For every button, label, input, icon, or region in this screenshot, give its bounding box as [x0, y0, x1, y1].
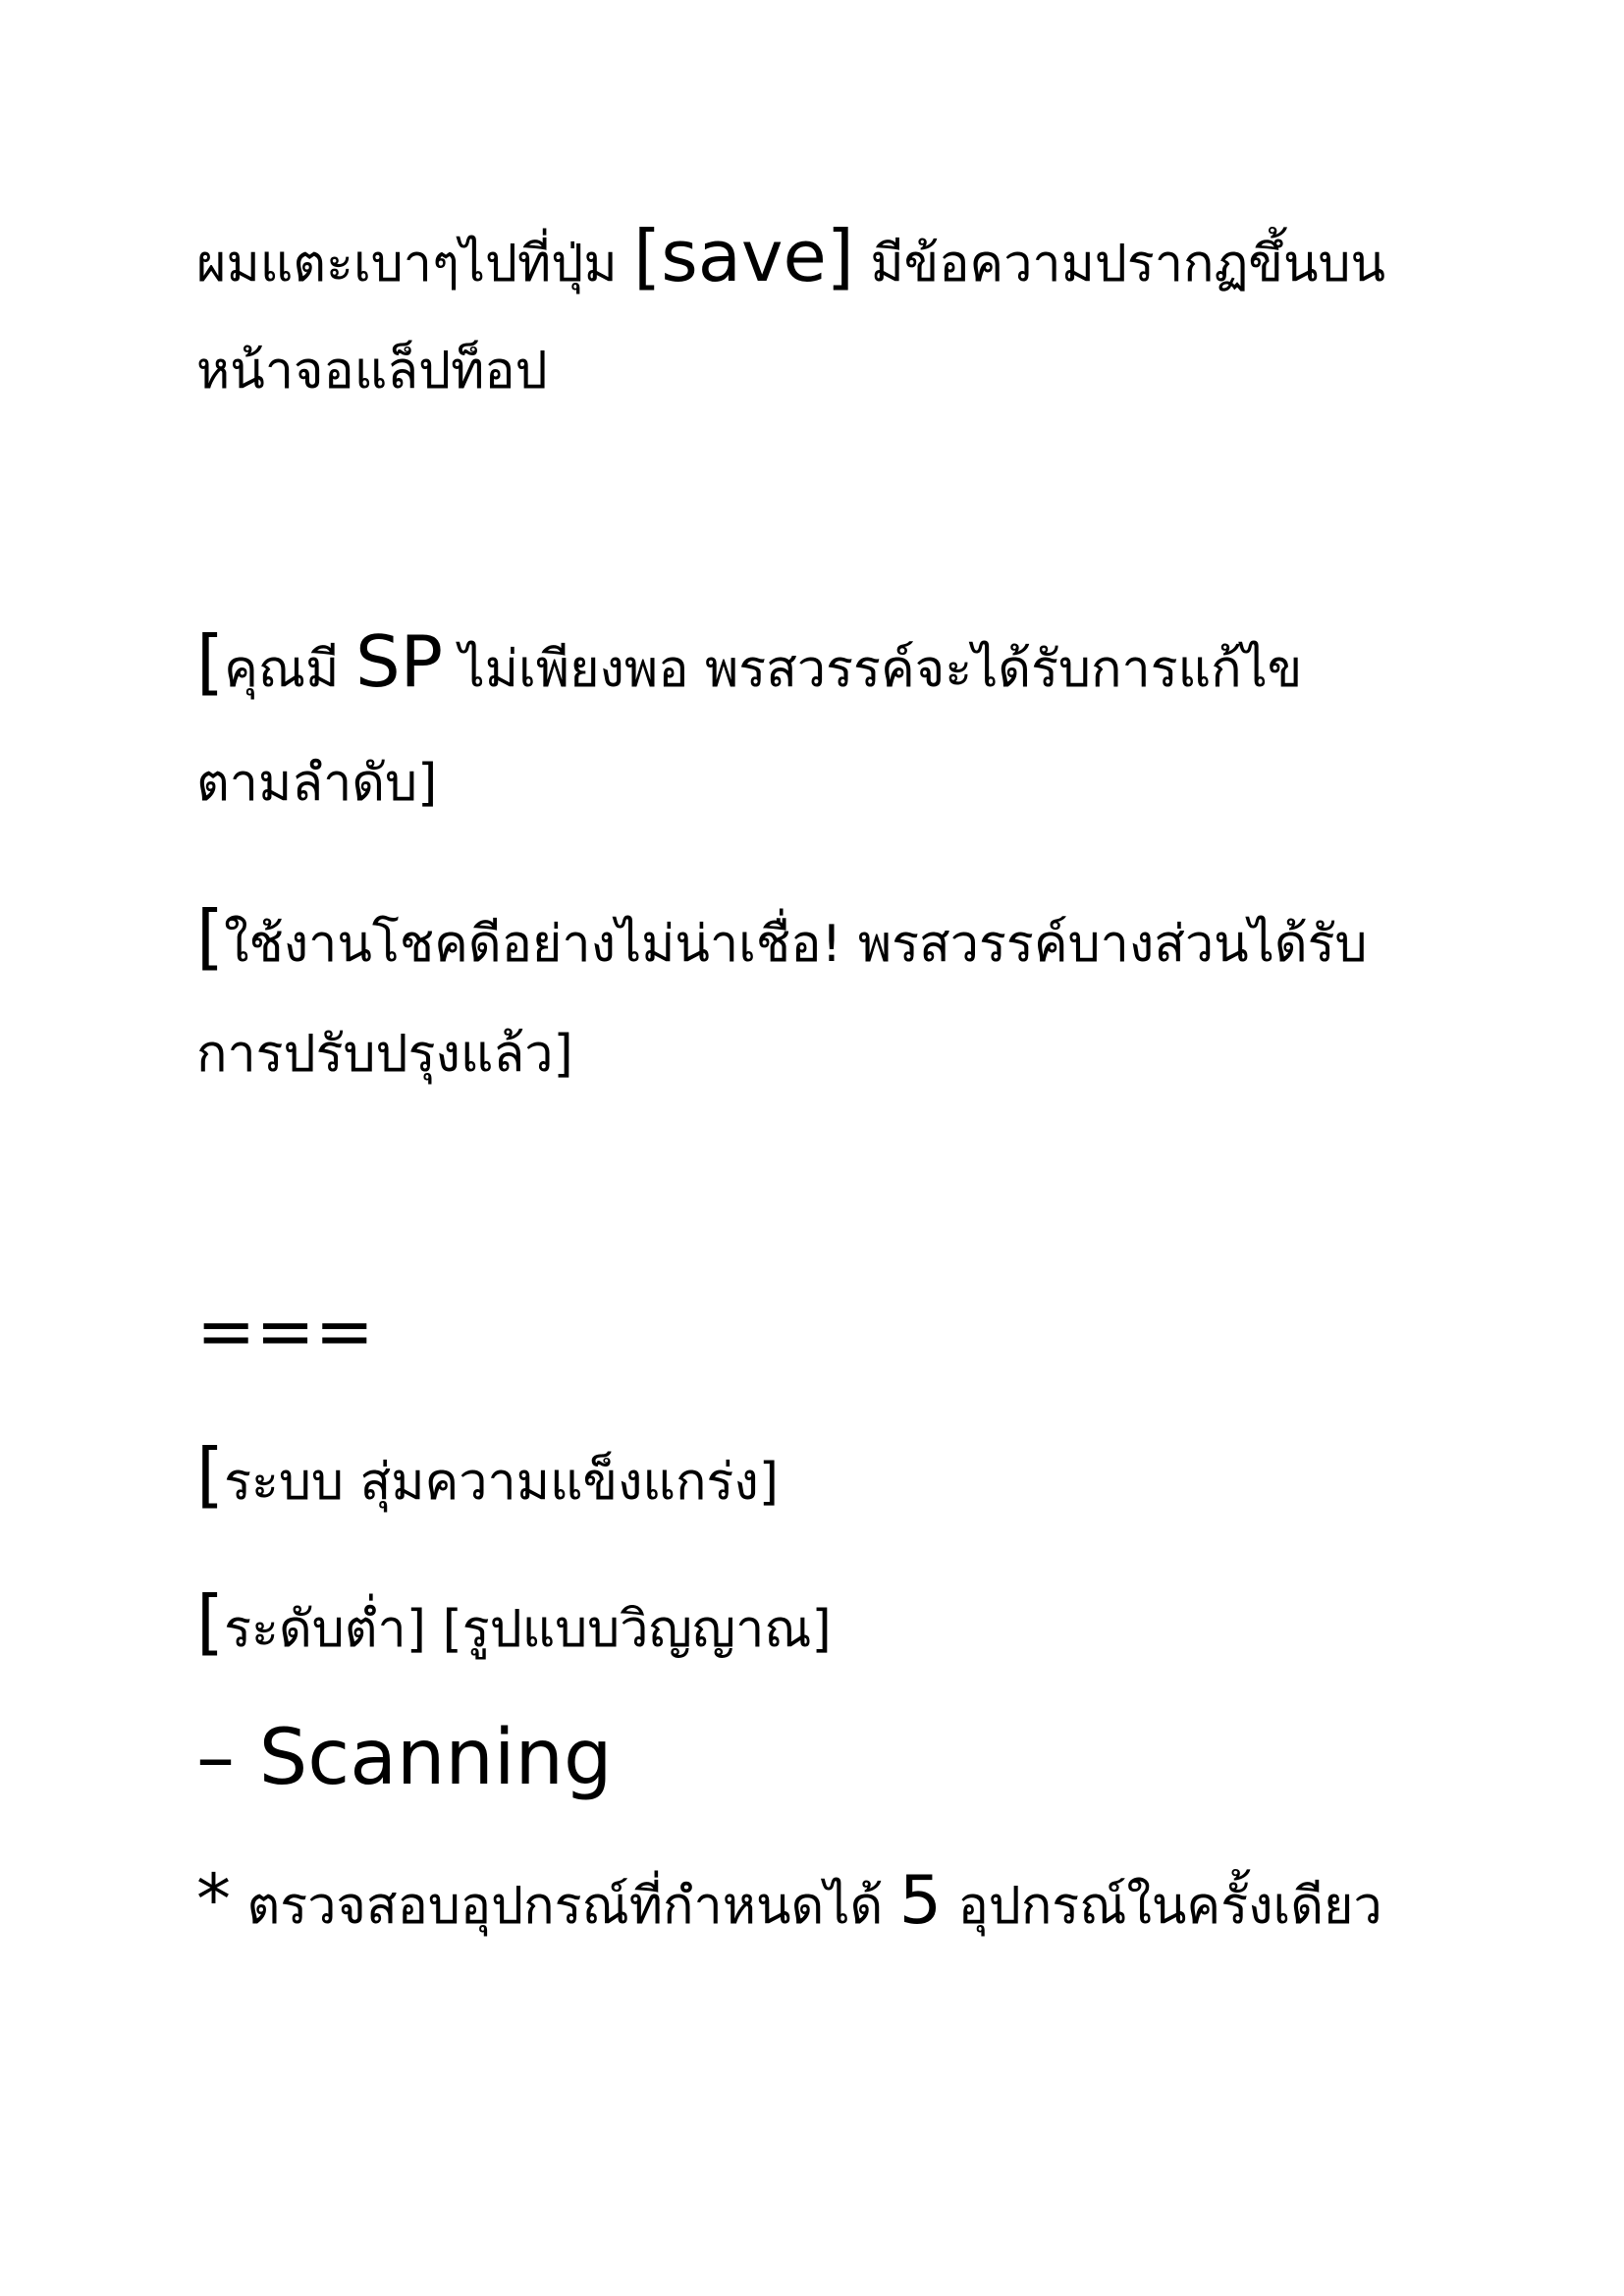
luck-message-line-2: การปรับปรุงแล้ว]: [196, 1025, 573, 1084]
sp-message-line-1: [196, 620, 1303, 703]
paragraph-text: มีข้อความปรากฏขึ้นบน: [853, 235, 1386, 294]
sp-label: SP: [354, 620, 444, 703]
level-text: ระดับต่ำ] [รูปแบบวิญญาณ]: [224, 1600, 832, 1659]
system-line: [196, 1433, 780, 1516]
skill-desc-text: ตรวจสอบอุปกรณ์ที่กำหนดได้: [231, 1877, 899, 1936]
asterisk-bullet: *: [196, 1859, 231, 1940]
paragraph-line-1: [196, 215, 1386, 297]
paragraph-line-2: หน้าจอแล็ปท็อป: [196, 342, 548, 400]
section-divider: ===: [196, 1290, 374, 1372]
save-button-reference: [save]: [633, 215, 854, 297]
level-line: [196, 1580, 832, 1663]
device-count: 5: [898, 1862, 943, 1940]
open-bracket: [: [196, 620, 225, 703]
open-bracket: [: [196, 1580, 225, 1663]
sp-message-line-2: ตามลำดับ]: [196, 754, 438, 813]
message-text: ใช้งานโชคดีอย่างไม่น่าเชื่อ! พรสวรรค์บางส่วนได้รับ: [224, 915, 1368, 974]
message-text: คุณมี: [224, 640, 355, 699]
open-bracket: [: [196, 895, 225, 978]
open-bracket: [: [196, 1433, 225, 1516]
message-text: ไม่เพียงพอ พรสวรรค์จะได้รับการแก้ไข: [443, 640, 1303, 699]
luck-message-line-1: [196, 895, 1368, 978]
system-text: ระบบ สุ่มความแข็งแกร่ง]: [224, 1453, 780, 1512]
skill-heading: – Scanning: [196, 1714, 613, 1802]
paragraph-text: ผมแตะเบาๆไปที่ปุ่ม: [196, 235, 634, 294]
skill-desc-text: อุปกรณ์ในครั้งเดียว: [942, 1877, 1382, 1936]
skill-description: [196, 1859, 1382, 1940]
